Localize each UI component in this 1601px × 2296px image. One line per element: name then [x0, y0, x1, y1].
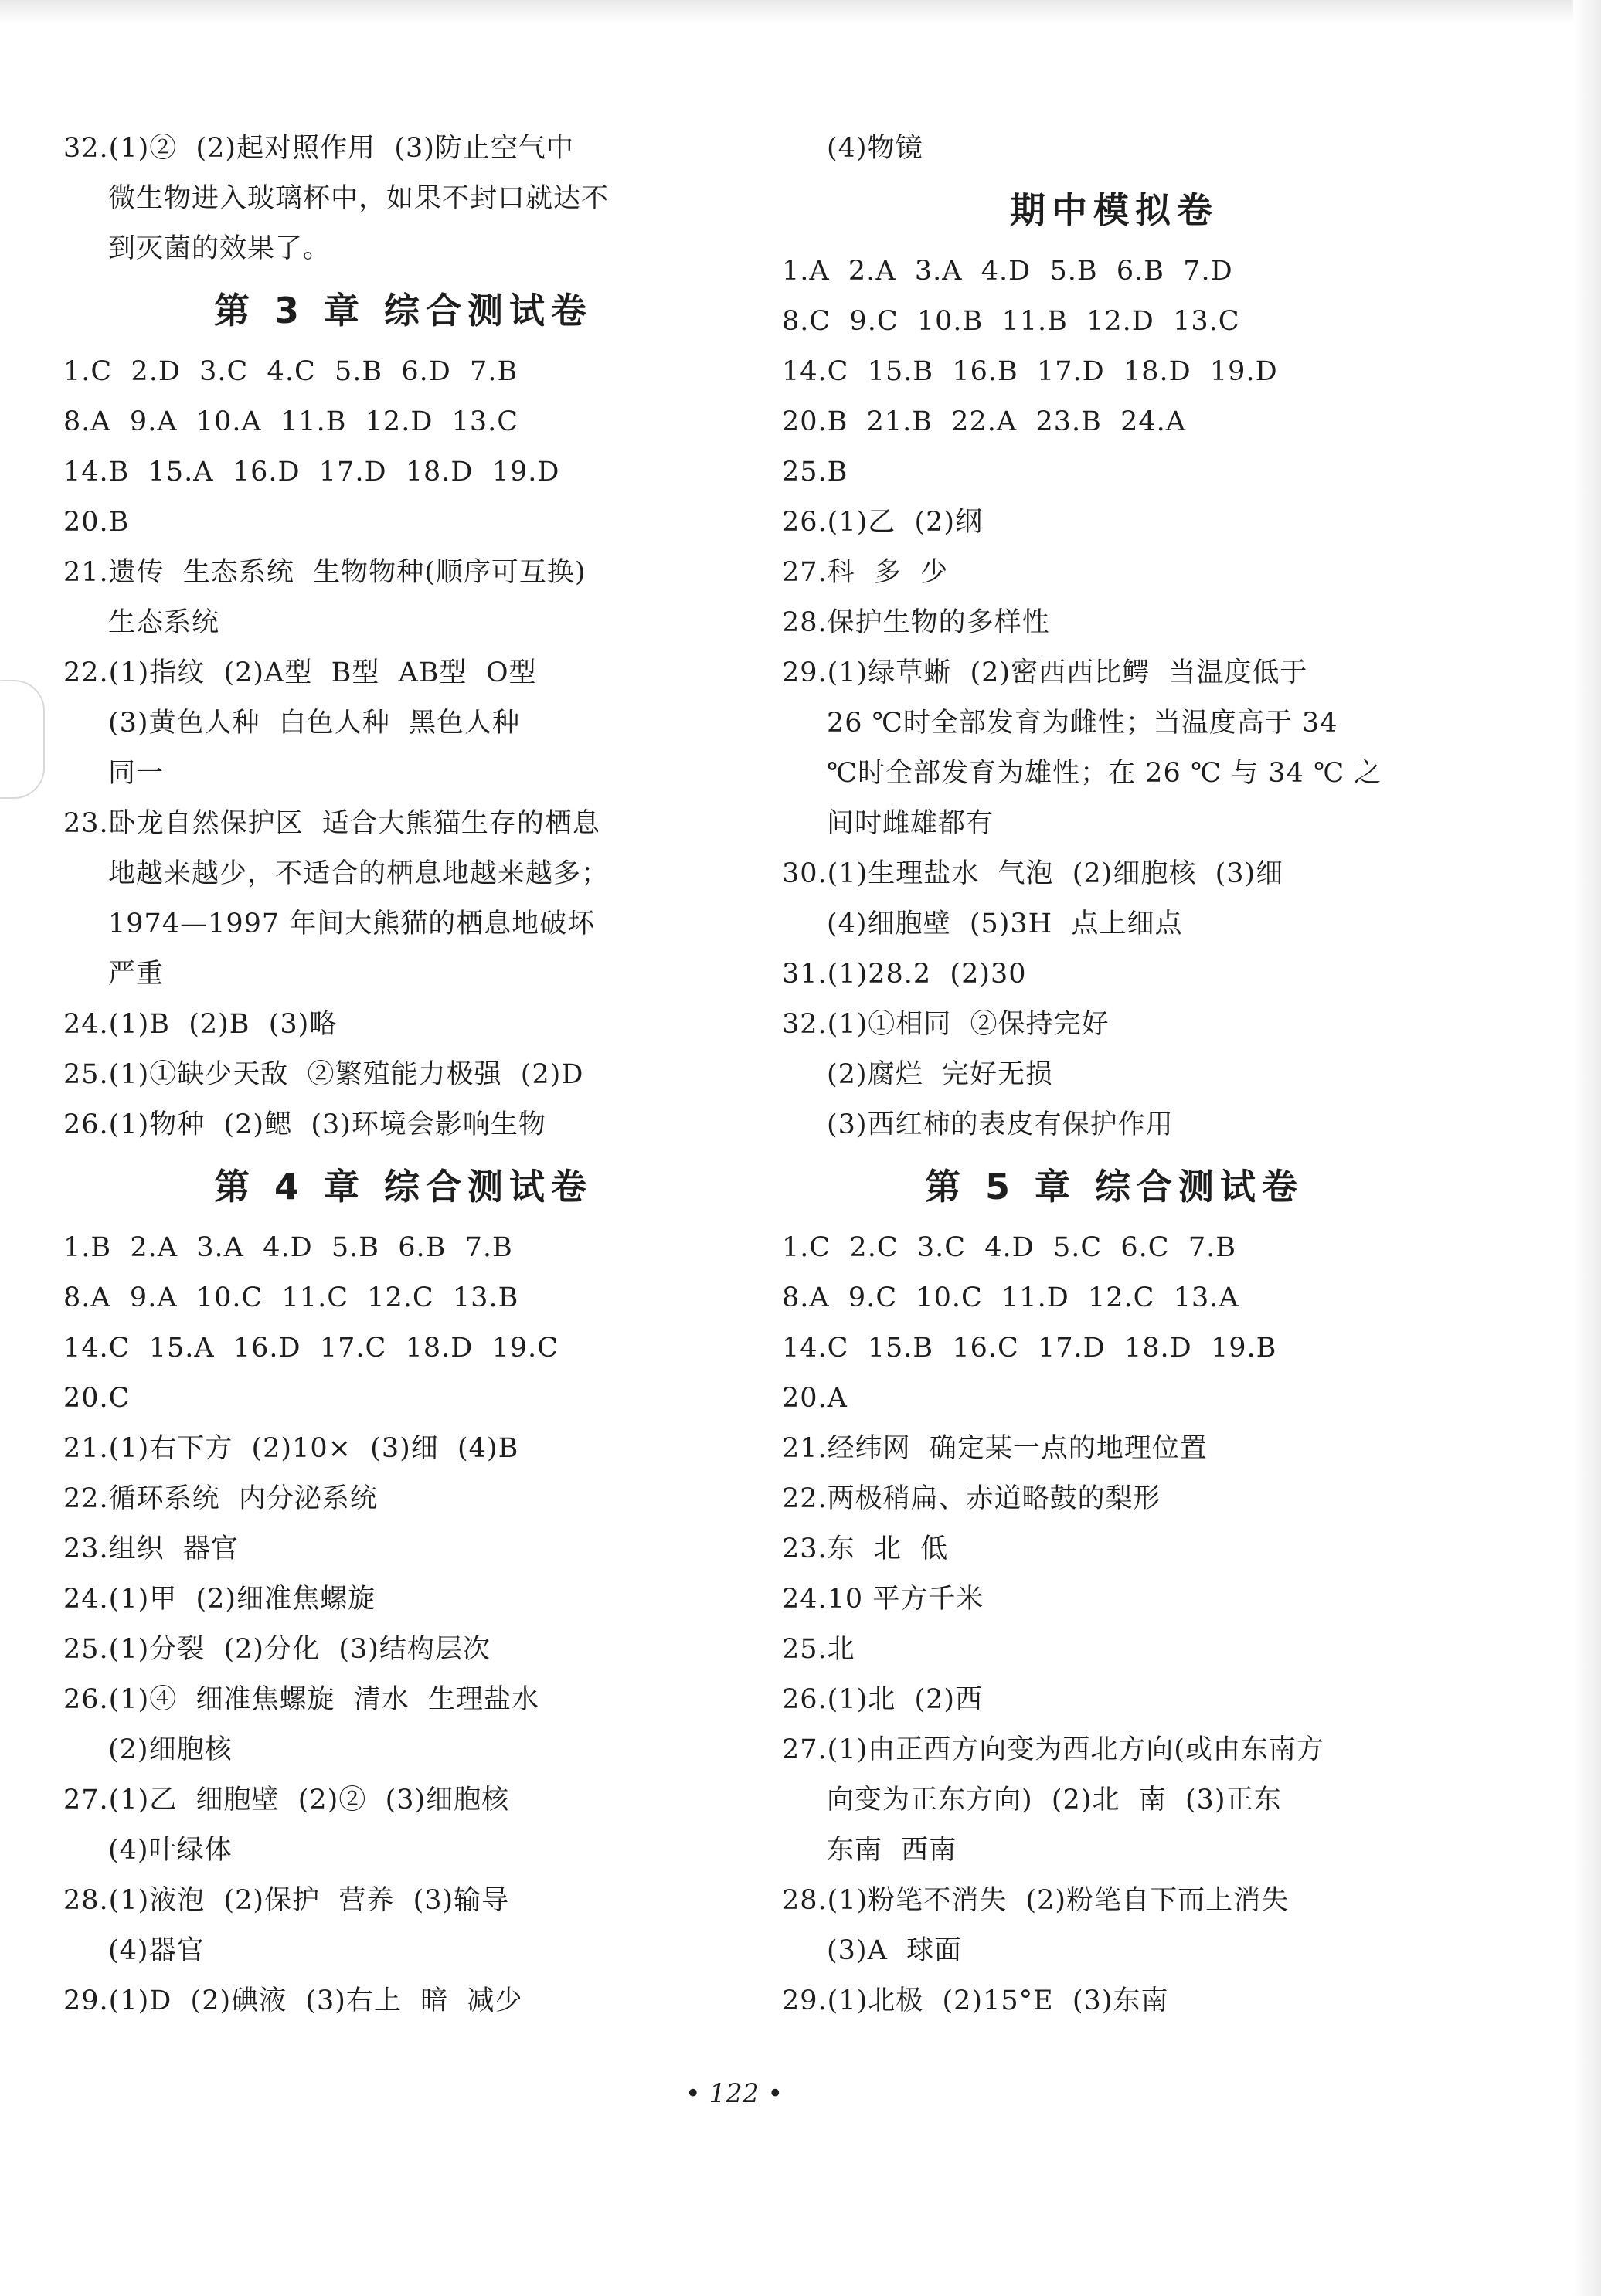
right-column: [782, 124, 1446, 2026]
answer-line: 24.(1)甲 (2)细准焦螺旋: [63, 1584, 376, 1615]
section-heading: 第 3 章 综合测试卷: [213, 290, 593, 331]
answer-line: 32.(1)② (2)起对照作用 (3)防止空气中: [63, 133, 574, 164]
answer-line: 25.北: [782, 1634, 855, 1665]
section-heading: 第 4 章 综合测试卷: [213, 1166, 593, 1207]
answer-line: 28.(1)粉笔不消失 (2)粉笔自下而上消失: [782, 1885, 1290, 1916]
answer-line: 14.C 15.A 16.D 17.C 18.D 19.C: [63, 1333, 559, 1364]
answer-line: 23.组织 器官: [63, 1533, 239, 1564]
answer-continuation: 到灭菌的效果了。: [108, 233, 331, 264]
answer-continuation: (3)黄色人种 白色人种 黑色人种: [108, 708, 521, 739]
answer-line: 26.(1)北 (2)西: [782, 1684, 984, 1715]
scan-shadow-right: [1573, 0, 1601, 2296]
answer-line: 28.(1)液泡 (2)保护 营养 (3)输导: [63, 1885, 510, 1916]
answer-line: 21.遗传 生态系统 生物物种(顺序可互换): [63, 557, 586, 588]
answer-line: 22.循环系统 内分泌系统: [63, 1483, 378, 1514]
answer-line: 22.两极稍扁、赤道略鼓的梨形: [782, 1483, 1161, 1514]
section-heading: 期中模拟卷: [1010, 189, 1219, 231]
answer-continuation: (4)物镜: [827, 133, 923, 164]
answer-line: 1.C 2.D 3.C 4.C 5.B 6.D 7.B: [63, 356, 518, 387]
answer-continuation: ℃时全部发育为雄性；在 26 ℃ 与 34 ℃ 之: [827, 758, 1382, 789]
answer-continuation: (3)西红柿的表皮有保护作用: [827, 1109, 1174, 1140]
answer-continuation: 向变为正东方向) (2)北 南 (3)正东: [827, 1785, 1282, 1815]
answer-line: 29.(1)北极 (2)15°E (3)东南: [782, 1985, 1169, 2016]
answer-continuation: 地越来越少，不适合的栖息地越来越多；: [108, 858, 610, 889]
answer-line: 8.A 9.C 10.C 11.D 12.C 13.A: [782, 1282, 1239, 1313]
answer-line: 26.(1)物种 (2)鳃 (3)环境会影响生物: [63, 1109, 546, 1140]
answer-line: 25.(1)①缺少天敌 ②繁殖能力极强 (2)D: [63, 1059, 584, 1090]
answer-line: 25.(1)分裂 (2)分化 (3)结构层次: [63, 1634, 491, 1665]
answer-line: 8.C 9.C 10.B 11.B 12.D 13.C: [782, 306, 1240, 337]
answer-continuation: 26 ℃时全部发育为雌性；当温度高于 34: [827, 708, 1338, 739]
answer-continuation: (4)器官: [108, 1935, 205, 1966]
answer-line: 25.B: [782, 457, 848, 487]
answer-continuation: 间时雌雄都有: [827, 808, 994, 839]
answer-continuation: 1974—1997 年间大熊猫的栖息地破坏: [108, 909, 596, 939]
answer-continuation: 同一: [108, 758, 165, 789]
page-number: • 122 •: [685, 2078, 784, 2109]
answer-line: 24.10 平方千米: [782, 1584, 984, 1615]
answer-line: 22.(1)指纹 (2)A型 B型 AB型 O型: [63, 657, 537, 688]
answer-continuation: 生态系统: [108, 607, 220, 638]
answer-line: 29.(1)D (2)碘液 (3)右上 暗 减少: [63, 1985, 523, 2016]
answer-line: 1.C 2.C 3.C 4.D 5.C 6.C 7.B: [782, 1232, 1236, 1263]
scan-shadow-top: [0, 0, 1601, 23]
answer-line: 21.(1)右下方 (2)10× (3)细 (4)B: [63, 1433, 519, 1464]
answer-continuation: (2)腐烂 完好无损: [827, 1059, 1053, 1090]
left-column: [63, 124, 743, 2026]
answer-line: 1.A 2.A 3.A 4.D 5.B 6.B 7.D: [782, 256, 1233, 287]
answer-line: 20.C: [63, 1383, 131, 1414]
answer-line: 26.(1)④ 细准焦螺旋 清水 生理盐水: [63, 1684, 539, 1715]
answer-line: 24.(1)B (2)B (3)略: [63, 1009, 338, 1040]
answer-line: 31.(1)28.2 (2)30: [782, 959, 1027, 990]
section-heading: 第 5 章 综合测试卷: [924, 1166, 1304, 1207]
answer-line: 30.(1)生理盐水 气泡 (2)细胞核 (3)细: [782, 858, 1284, 889]
answer-line: 26.(1)乙 (2)纲: [782, 507, 984, 538]
answer-line: 32.(1)①相同 ②保持完好: [782, 1009, 1110, 1040]
answer-line: 29.(1)绿草蜥 (2)密西西比鳄 当温度低于: [782, 657, 1308, 688]
answer-line: 8.A 9.A 10.A 11.B 12.D 13.C: [63, 406, 519, 437]
answer-line: 27.科 多 少: [782, 557, 949, 588]
answer-line: 20.A: [782, 1383, 848, 1414]
answer-continuation: 东南 西南: [827, 1835, 957, 1866]
answer-line: 27.(1)乙 细胞壁 (2)② (3)细胞核: [63, 1785, 510, 1815]
answer-continuation: 微生物进入玻璃杯中，如果不封口就达不: [108, 183, 610, 214]
answer-continuation: 严重: [108, 959, 165, 990]
answer-line: 20.B 21.B 22.A 23.B 24.A: [782, 406, 1187, 437]
answer-line: 14.C 15.B 16.B 17.D 18.D 19.D: [782, 356, 1278, 387]
answer-line: 23.东 北 低: [782, 1533, 949, 1564]
answer-line: 8.A 9.A 10.C 11.C 12.C 13.B: [63, 1282, 519, 1313]
answer-continuation: (4)叶绿体: [108, 1835, 233, 1866]
answer-line: 27.(1)由正西方向变为西北方向(或由东南方: [782, 1734, 1324, 1765]
answer-continuation: (4)细胞壁 (5)3H 点上细点: [827, 909, 1183, 939]
answer-line: 28.保护生物的多样性: [782, 607, 1050, 638]
answer-line: 23.卧龙自然保护区 适合大熊猫生存的栖息: [63, 808, 600, 839]
answer-line: 21.经纬网 确定某一点的地理位置: [782, 1433, 1208, 1464]
binding-stamp: [0, 680, 45, 799]
answer-line: 20.B: [63, 507, 130, 538]
answer-line: 14.C 15.B 16.C 17.D 18.D 19.B: [782, 1333, 1277, 1364]
answer-line: 1.B 2.A 3.A 4.D 5.B 6.B 7.B: [63, 1232, 513, 1263]
answer-line: 14.B 15.A 16.D 17.D 18.D 19.D: [63, 457, 560, 487]
answer-continuation: (3)A 球面: [827, 1935, 963, 1966]
answer-continuation: (2)细胞核: [108, 1734, 233, 1765]
